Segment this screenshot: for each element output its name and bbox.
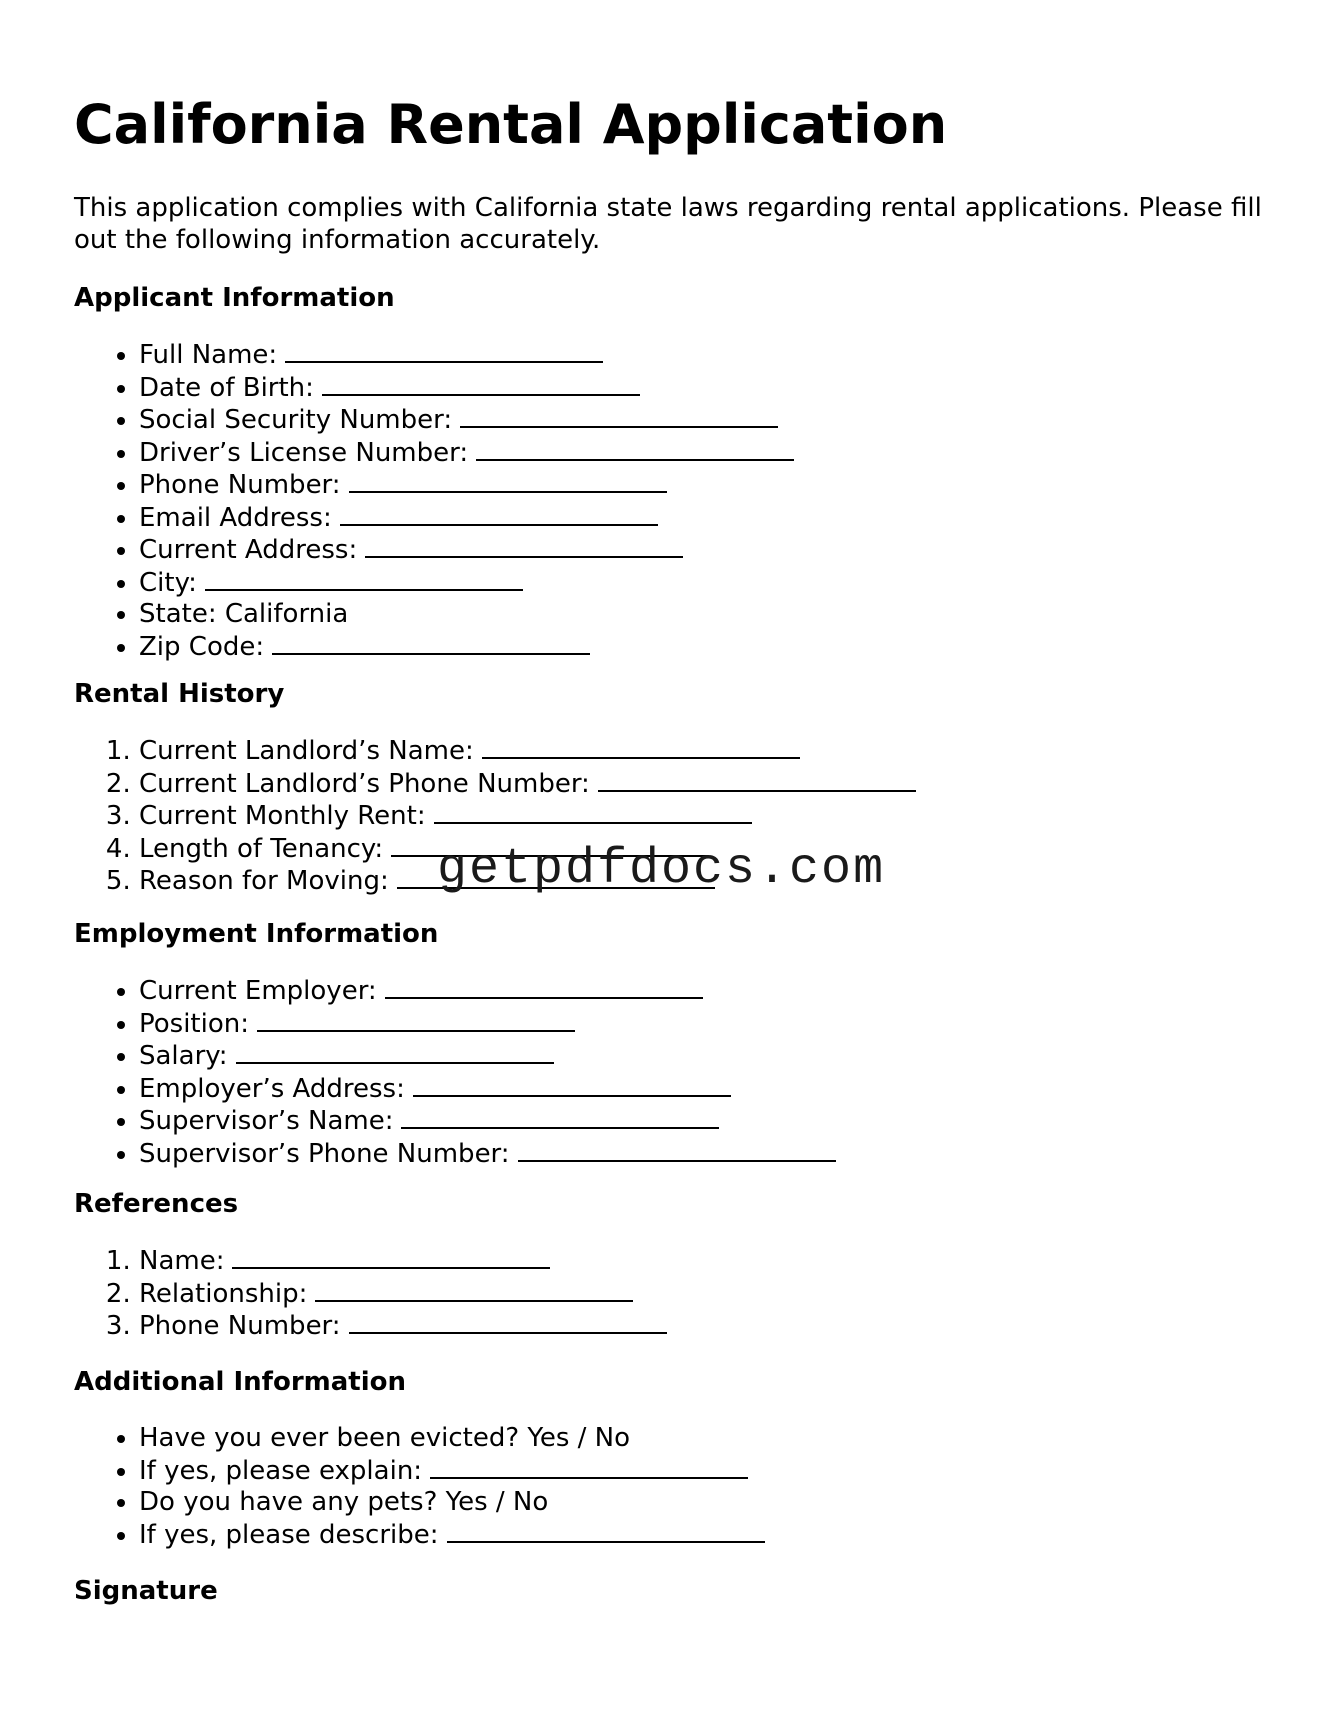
list-item-reference-relationship: 2. Relationship: xyxy=(139,1278,667,1311)
list-item-drivers-license: • Driver’s License Number: xyxy=(139,437,794,470)
list-item-city: • City: xyxy=(139,567,794,600)
list-item-phone: • Phone Number: xyxy=(139,469,794,502)
references-list xyxy=(74,1245,667,1343)
list-item-evicted: • Have you ever been evicted? Yes / No xyxy=(139,1423,765,1455)
reason-moving-field[interactable] xyxy=(397,865,715,889)
list-item-pets: • Do you have any pets? Yes / No xyxy=(139,1487,765,1519)
list-item-evicted-explain: • If yes, please explain: xyxy=(139,1455,765,1488)
list-item-date-of-birth: • Date of Birth: xyxy=(139,372,794,405)
list-item-current-address: • Current Address: xyxy=(139,534,794,567)
landlord-name-field[interactable] xyxy=(482,735,800,759)
list-item-position: • Position: xyxy=(139,1008,836,1041)
zip-field[interactable] xyxy=(272,631,590,655)
page-title: California Rental Application xyxy=(74,93,948,156)
list-item-reference-phone: 3. Phone Number: xyxy=(139,1310,667,1343)
applicant-list xyxy=(74,339,794,663)
list-item-reference-name: 1. Name: xyxy=(139,1245,667,1278)
section-heading-applicant: Applicant Information xyxy=(74,283,395,313)
list-item-ssn: • Social Security Number: xyxy=(139,404,794,437)
list-item-state: • State: California xyxy=(139,599,794,631)
full-name-field[interactable] xyxy=(285,339,603,363)
list-item-landlord-phone: 2. Current Landlord’s Phone Number: xyxy=(139,768,916,801)
list-item-employer-address: • Employer’s Address: xyxy=(139,1073,836,1106)
list-item-pets-describe: • If yes, please describe: xyxy=(139,1519,765,1552)
section-heading-signature: Signature xyxy=(74,1576,218,1606)
reference-phone-field[interactable] xyxy=(349,1310,667,1334)
phone-field[interactable] xyxy=(349,469,667,493)
reference-relationship-field[interactable] xyxy=(315,1278,633,1302)
section-heading-additional: Additional Information xyxy=(74,1367,407,1397)
tenancy-length-field[interactable] xyxy=(391,833,709,857)
pets-describe-field[interactable] xyxy=(447,1519,765,1543)
section-heading-rental-history: Rental History xyxy=(74,679,285,709)
additional-list xyxy=(74,1423,765,1551)
list-item-supervisor-phone: • Supervisor’s Phone Number: xyxy=(139,1138,836,1171)
employment-list xyxy=(74,975,836,1170)
evicted-explain-field[interactable] xyxy=(430,1455,748,1479)
list-item-salary: • Salary: xyxy=(139,1040,836,1073)
list-item-zip: • Zip Code: xyxy=(139,631,794,664)
reference-name-field[interactable] xyxy=(232,1245,550,1269)
employer-address-field[interactable] xyxy=(413,1073,731,1097)
drivers-license-field[interactable] xyxy=(476,437,794,461)
list-item-monthly-rent: 3. Current Monthly Rent: xyxy=(139,800,916,833)
ssn-field[interactable] xyxy=(460,404,778,428)
date-of-birth-field[interactable] xyxy=(322,372,640,396)
landlord-phone-field[interactable] xyxy=(598,768,916,792)
monthly-rent-field[interactable] xyxy=(434,800,752,824)
employer-field[interactable] xyxy=(385,975,703,999)
section-heading-employment: Employment Information xyxy=(74,919,439,949)
section-heading-references: References xyxy=(74,1189,239,1219)
watermark: getpdfdocs.com xyxy=(437,841,886,898)
list-item-full-name: • Full Name: xyxy=(139,339,794,372)
email-field[interactable] xyxy=(340,502,658,526)
list-item-supervisor-name: • Supervisor’s Name: xyxy=(139,1105,836,1138)
salary-field[interactable] xyxy=(236,1040,554,1064)
list-item-employer: • Current Employer: xyxy=(139,975,836,1008)
position-field[interactable] xyxy=(257,1008,575,1032)
supervisor-phone-field[interactable] xyxy=(518,1138,836,1162)
current-address-field[interactable] xyxy=(365,534,683,558)
list-item-reason-moving: 5. Reason for Moving: xyxy=(139,865,916,898)
intro-paragraph: This application complies with California state laws regarding rental applications. Please fill out the following information accurately. xyxy=(74,193,1262,255)
city-field[interactable] xyxy=(205,567,523,591)
list-item-landlord-name: 1. Current Landlord’s Name: xyxy=(139,735,916,768)
list-item-tenancy-length: 4. Length of Tenancy: xyxy=(139,833,916,866)
supervisor-name-field[interactable] xyxy=(401,1105,719,1129)
rental-history-list xyxy=(74,735,916,898)
list-item-email: • Email Address: xyxy=(139,502,794,535)
